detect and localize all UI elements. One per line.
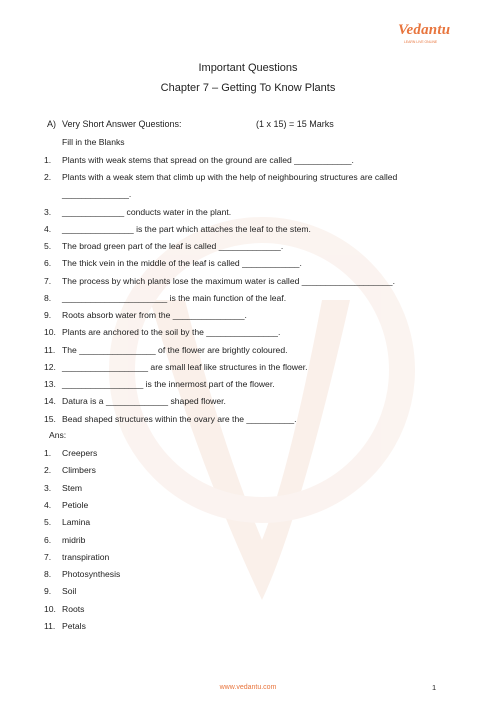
brand-tagline: LEARN LIVE ONLINE	[404, 40, 438, 44]
question-number: 9.	[44, 310, 52, 320]
question-number: 8.	[44, 292, 52, 303]
section-name: Very Short Answer Questions:	[62, 119, 182, 129]
page-number: 1	[432, 683, 437, 692]
answer-number: 7.	[44, 551, 52, 562]
footer-url: www.vedantu.com	[219, 684, 277, 691]
answer-text: Lamina	[62, 517, 91, 528]
question-text: _________________ is the innermost part of the flower.	[62, 379, 275, 389]
question-text: Plants with a weak stem that climb up with the help of neighbouring structures are called	[62, 172, 398, 183]
question-number: 6.	[44, 258, 52, 269]
answer-number: 2.	[44, 465, 52, 476]
answer-text: Roots	[62, 603, 85, 614]
brand-name: Vedantu	[398, 22, 451, 38]
answers-label: Ans:	[49, 430, 67, 440]
question-number: 10.	[44, 327, 56, 338]
answer-text: Climbers	[62, 465, 96, 476]
question-text: _______________ is the part which attaches the leaf to the stem.	[62, 223, 311, 234]
question-text: The thick vein in the middle of the leaf is called ____________.	[62, 258, 302, 269]
answer-number: 5.	[44, 517, 52, 528]
question-text: The ________________ of the flower are brightly coloured.	[62, 344, 288, 355]
question-text: The process by which plants lose the maximum water is called ___________________.	[62, 275, 395, 286]
vedantu-logo	[398, 22, 454, 50]
question-text: __________________ are small leaf like structures in the flower.	[62, 361, 308, 372]
answer-text: transpiration	[62, 551, 110, 562]
answer-number: 1.	[44, 448, 52, 458]
section-label: A)	[47, 119, 56, 129]
question-text: ______________.	[62, 189, 132, 200]
question-text: Bead shaped structures within the ovary are the __________.	[62, 413, 297, 424]
question-number: 11.	[44, 344, 56, 355]
question-number: 15.	[44, 413, 56, 424]
answer-text: Petiole	[62, 499, 89, 510]
question-text: Datura is a _____________ shaped flower.	[62, 396, 226, 407]
question-text: Plants with weak stems that spread on the ground are called ____________.	[62, 155, 354, 165]
answer-text: Creepers	[62, 448, 98, 458]
question-text: _____________ conducts water in the plant.	[62, 206, 232, 217]
question-number: 12.	[44, 361, 56, 372]
question-text: The broad green part of the leaf is called _____________.	[62, 241, 284, 251]
answer-number: 4.	[44, 499, 52, 510]
answer-number: 6.	[44, 534, 52, 545]
answer-number: 3.	[44, 482, 52, 493]
answer-text: Petals	[62, 621, 86, 631]
question-number: 14.	[44, 396, 56, 407]
answer-number: 9.	[44, 586, 52, 597]
answer-number: 11.	[44, 621, 56, 631]
question-number: 1.	[44, 155, 52, 165]
question-number: 2.	[44, 172, 52, 183]
answer-number: 10.	[44, 603, 56, 614]
answer-number: 8.	[44, 569, 52, 580]
question-number: 5.	[44, 241, 52, 251]
question-number: 13.	[44, 379, 56, 389]
page-title: Important Questions	[198, 62, 298, 74]
chapter-title: Chapter 7 – Getting To Know Plants	[160, 82, 336, 94]
question-number: 7.	[44, 275, 52, 286]
answer-text: Photosynthesis	[62, 569, 121, 580]
question-number: 4.	[44, 223, 52, 234]
section-marks: (1 x 15) = 15 Marks	[256, 119, 334, 129]
answer-text: midrib	[62, 534, 86, 545]
answer-text: Stem	[62, 482, 83, 493]
question-number: 3.	[44, 206, 52, 217]
answer-text: Soil	[62, 586, 77, 597]
section-instruction: Fill in the Blanks	[62, 137, 125, 147]
question-text: Plants are anchored to the soil by the _______________.	[62, 327, 281, 338]
question-text: ______________________ is the main function of the leaf.	[62, 292, 287, 303]
question-text: Roots absorb water from the _______________.	[62, 310, 247, 320]
